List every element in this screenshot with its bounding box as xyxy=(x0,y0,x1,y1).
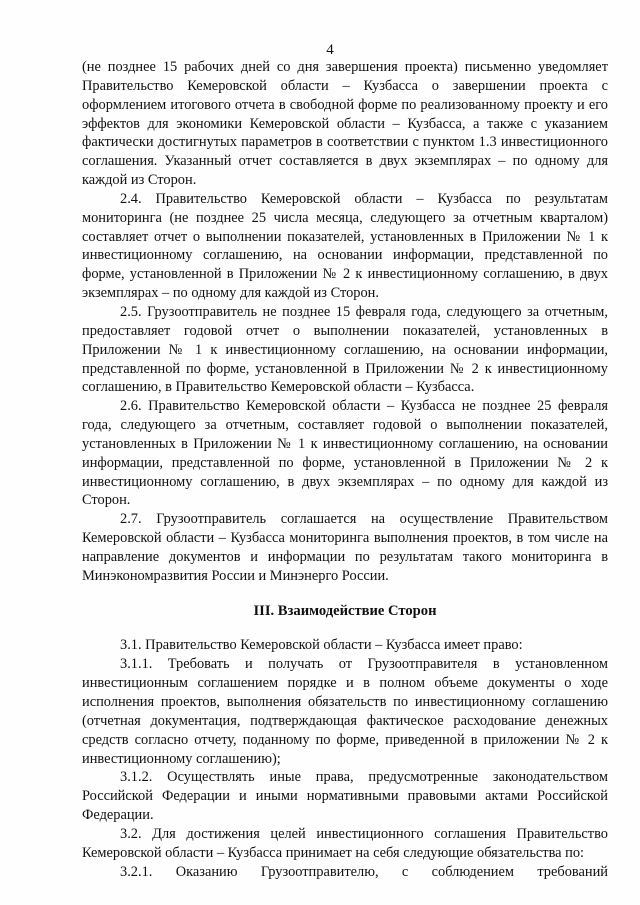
paragraph-3-1-2: 3.1.2. Осуществлять иные права, предусмотренные законодательством Российской Федерации и иными нормативными правовыми актами Российской Федерации. xyxy=(82,769,608,824)
paragraph-3-1: 3.1. Правительство Кемеровской области – Кузбасса имеет право: xyxy=(120,637,523,654)
section-heading-3: III. Взаимодействие Сторон xyxy=(253,602,437,619)
paragraph-2-7: 2.7. Грузоотправитель соглашается на осуществление Правительством Кемеровской области – Кузбасса мониторинга выполнения проектов, в том числе на направление документов и информации по результатам такого мониторинга в Минэкономразвития России и Минэнерго России. xyxy=(82,511,608,584)
paragraph-continuation: (не позднее 15 рабочих дней со дня завершения проекта) письменно уведомляет Правительство Кемеровской области – Кузбасса о завершении проекта с оформлением итогового отчета в свободной форме по реализованному проекту и его эффектов для экономики Кемеровской области – Кузбасса, а также с указанием фактически достигнутых параметров в соответствии с пунктом 1.3 инвестиционного соглашения. Указанный отчет составляется в двух экземплярах – по одному для каждой из Сторон. xyxy=(82,59,608,189)
paragraph-2-6: 2.6. Правительство Кемеровской области – Кузбасса не позднее 25 февраля года, следующего за отчетным, составляет годовой о выполнении показателей, установленных в Приложении № 1 к инвестиционному соглашению, на основании информации, представленной по форме, установленной в Приложении № 2 к инвестиционному соглашению, в двух экземплярах – по одному для каждой из Сторон. xyxy=(82,398,608,509)
paragraph-3-1-1: 3.1.1. Требовать и получать от Грузоотправителя в установленном инвестиционным соглашением порядке и в полном объеме документы о ходе исполнения проектов, выполнения обязательств по инвестиционному соглашению (отчетная документация, подтверждающая фактическое расходование денежных средств согласно отчету, поданному по форме, приведенной в приложении № 2 к инвестиционному соглашению); xyxy=(82,656,608,767)
paragraph-3-2-1: 3.2.1. Оказанию Грузоотправителю, с соблюдением требований xyxy=(120,863,608,880)
paragraph-3-2: 3.2. Для достижения целей инвестиционного соглашения Правительство Кемеровской области – Кузбасса принимает на себя следующие обязательства по: xyxy=(82,825,608,861)
document-body xyxy=(82,58,608,881)
page-number: 4 xyxy=(326,42,334,58)
paragraph-2-4: 2.4. Правительство Кемеровской области – Кузбасса по результатам мониторинга (не позднее 25 числа месяца, следующего за отчетным кварталом) составляет отчет о выполнении показателей, установленных в Приложении № 1 к инвестиционному соглашению, на основании информации, представленной по форме, установленной в Приложении № 2 к инвестиционному соглашению, в двух экземплярах – по одному для каждой из Сторон. xyxy=(82,190,608,302)
paragraph-2-5: 2.5. Грузоотправитель не позднее 15 февраля года, следующего за отчетным, предоставляет годовой отчет о выполнении показателей, установленных в Приложении № 1 к инвестиционному соглашению, на основании информации, представленной по форме, установленной в Приложении № 2 к инвестиционному соглашению, в Правительство Кемеровской области – Кузбасса. xyxy=(82,303,608,396)
